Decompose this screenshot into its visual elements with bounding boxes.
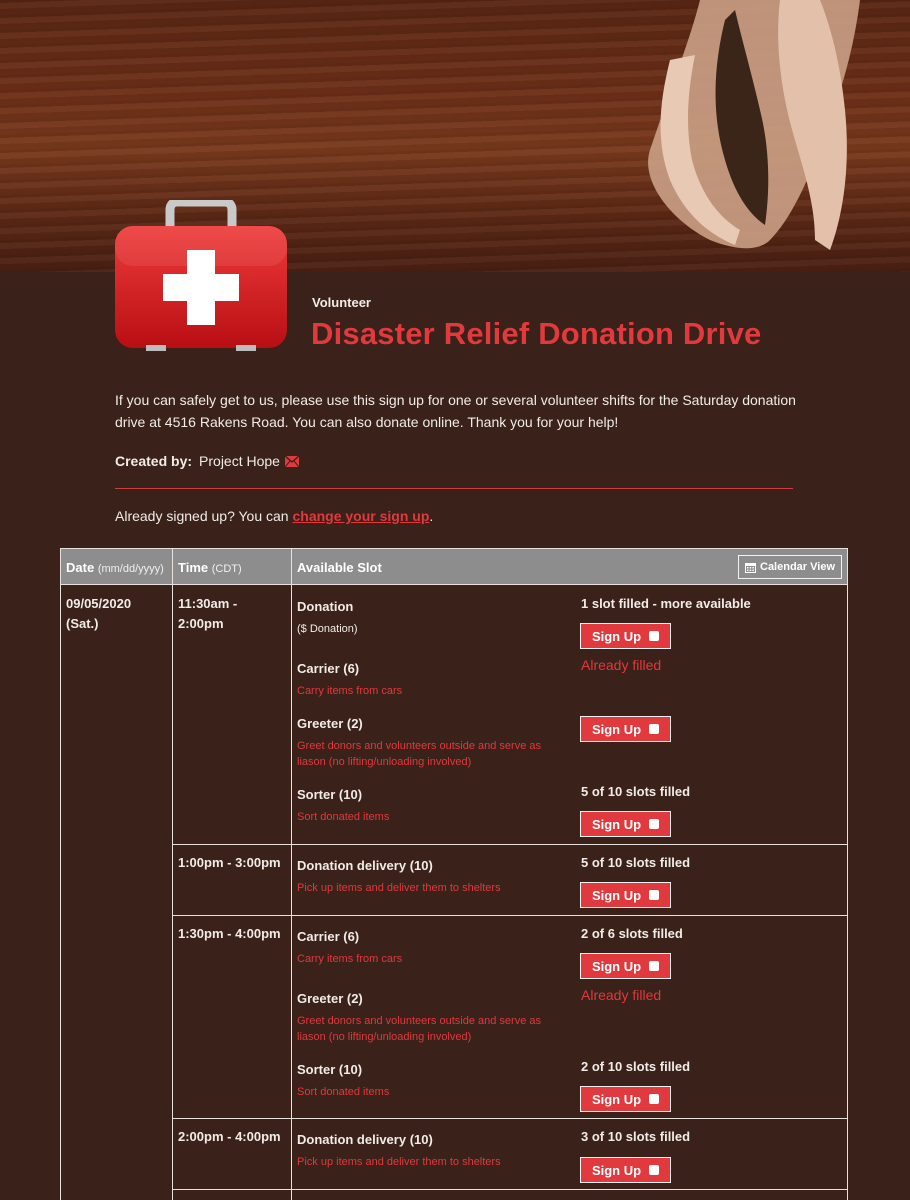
- mail-icon[interactable]: [285, 456, 299, 467]
- slot-name: Donation delivery (10): [297, 1132, 433, 1147]
- date-cell: [66, 594, 131, 634]
- col-time-label: Time: [178, 560, 209, 575]
- calendar-view-label: Calendar View: [760, 561, 835, 573]
- col-date-format: (mm/dd/yyyy): [97, 563, 164, 575]
- slot-description: Pick up items and deliver them to shelters: [297, 1156, 501, 1168]
- calendar-icon: [745, 562, 756, 573]
- col-slot-header: Available Slot: [297, 560, 382, 575]
- slot-description: Sort donated items: [297, 1086, 390, 1098]
- sign-up-button[interactable]: [580, 811, 671, 837]
- created-by: [115, 453, 299, 469]
- slot-name: Greeter (2): [297, 991, 363, 1006]
- sign-up-label: Sign Up: [591, 816, 642, 832]
- sign-up-button[interactable]: [580, 882, 671, 908]
- col-separator: [291, 549, 292, 1200]
- sign-up-checkbox[interactable]: [649, 1094, 659, 1104]
- slot-status: 5 of 10 slots filled: [581, 784, 691, 799]
- slot-filled-text: Already filled: [581, 987, 662, 1003]
- row-separator: [172, 1118, 847, 1119]
- sign-up-checkbox[interactable]: [649, 724, 659, 734]
- slot-status: 3 of 10 slots filled: [581, 1129, 691, 1144]
- created-by-label: Created by:: [115, 453, 193, 469]
- first-aid-kit-logo: [112, 200, 290, 356]
- sign-up-button[interactable]: [580, 623, 671, 649]
- hands-heart-image: [630, 0, 870, 272]
- slot-name: Greeter (2): [297, 716, 363, 731]
- slot-status: 5 of 10 slots filled: [581, 855, 691, 870]
- day-value: (Sat.): [66, 616, 99, 631]
- sign-up-label: Sign Up: [591, 958, 642, 974]
- sign-up-checkbox[interactable]: [649, 631, 659, 641]
- slots-table: [60, 548, 848, 1200]
- col-separator: [172, 549, 173, 1200]
- slot-name: Carrier (6): [297, 661, 360, 676]
- slot-description: Pick up items and deliver them to shelters: [297, 882, 501, 894]
- sign-up-button[interactable]: [580, 1086, 671, 1112]
- slot-filled-text: Already filled: [581, 657, 662, 673]
- slot-status: 2 of 10 slots filled: [581, 1059, 691, 1074]
- page-title: Disaster Relief Donation Drive: [311, 316, 762, 351]
- already-suffix: .: [429, 508, 434, 524]
- time-cell: 11:30am - 2:00pm: [178, 596, 238, 631]
- col-date-header: [66, 560, 164, 575]
- sign-up-label: Sign Up: [591, 1162, 642, 1178]
- divider: [115, 488, 793, 489]
- sign-up-label: Sign Up: [591, 1091, 642, 1107]
- time-cell: 1:30pm - 4:00pm: [178, 926, 281, 941]
- col-date-label: Date: [66, 560, 95, 575]
- slot-description: Greet donors and volunteers outside and serve as liason (no lifting/unloading involved): [297, 740, 541, 768]
- slot-description: Sort donated items: [297, 811, 390, 823]
- col-time-timezone: (CDT): [211, 563, 242, 575]
- time-cell: 1:00pm - 3:00pm: [178, 855, 281, 870]
- slot-name: Carrier (6): [297, 929, 360, 944]
- row-separator: [172, 915, 847, 916]
- table-header: [61, 549, 847, 585]
- sign-up-label: Sign Up: [591, 887, 642, 903]
- sign-up-checkbox[interactable]: [649, 961, 659, 971]
- row-separator: [172, 1189, 847, 1190]
- time-cell: 2:00pm - 4:00pm: [178, 1129, 281, 1144]
- row-separator: [172, 844, 847, 845]
- calendar-view-button[interactable]: [738, 555, 842, 579]
- slot-name: Sorter (10): [297, 787, 363, 802]
- slot-status: 1 slot filled - more available: [581, 596, 751, 611]
- sign-up-label: Sign Up: [591, 721, 642, 737]
- slot-description: Carry items from cars: [297, 953, 403, 965]
- sign-up-label: Sign Up: [591, 628, 642, 644]
- signup-description: If you can safely get to us, please use this sign up for one or several volunteer shifts for the Saturday donation drive at 4516 Rakens Road. You can also donate online. Thank you for your help!: [115, 392, 796, 430]
- slot-description: Carry items from cars: [297, 685, 403, 697]
- slot-name: Sorter (10): [297, 1062, 363, 1077]
- sign-up-button[interactable]: [580, 953, 671, 979]
- slot-name: Donation: [297, 599, 354, 614]
- signup-category: Volunteer: [312, 295, 371, 310]
- sign-up-button[interactable]: [580, 716, 671, 742]
- already-signed-up: [115, 508, 433, 524]
- change-signup-link[interactable]: change your sign up: [292, 508, 430, 524]
- sign-up-checkbox[interactable]: [649, 819, 659, 829]
- date-value: 09/05/2020: [66, 596, 132, 611]
- col-time-header: [178, 560, 242, 575]
- slot-name: Donation delivery (10): [297, 858, 433, 873]
- creator-name: Project Hope: [199, 453, 280, 469]
- slot-description: ($ Donation): [297, 623, 358, 635]
- sign-up-button[interactable]: [580, 1157, 671, 1183]
- sign-up-checkbox[interactable]: [649, 890, 659, 900]
- slot-description: Greet donors and volunteers outside and serve as liason (no lifting/unloading involved): [297, 1015, 541, 1043]
- already-text: Already signed up? You can: [115, 508, 293, 524]
- sign-up-checkbox[interactable]: [649, 1165, 659, 1175]
- slot-status: 2 of 6 slots filled: [581, 926, 683, 941]
